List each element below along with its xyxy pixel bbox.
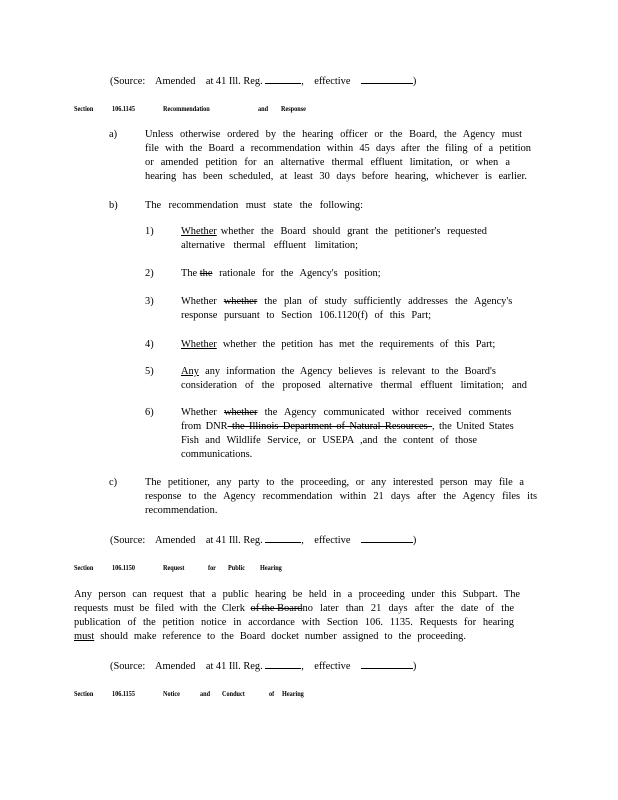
paragraph-line: The recommendation must state the following: — [145, 200, 363, 211]
paragraph-line: from DNR the Illinois Department of Natural Resources , the United States — [181, 421, 514, 432]
paragraph-line: Whether whether the petition has met the requirements of this Part; — [181, 339, 496, 350]
paragraph-line: Any any information the Agency believes is relevant to the Board's — [181, 366, 496, 377]
inserted-text: Whether — [181, 339, 217, 350]
blank-line — [361, 658, 413, 669]
deleted-text: whether — [223, 296, 258, 307]
section-heading: Section — [74, 689, 94, 698]
paragraph-line: file with the Board a recommendation within 45 days after the filing of a petition — [145, 143, 531, 154]
paragraph-line: Fish and Wildlife Service, or USEPA ,and the content of those — [181, 435, 477, 446]
section-title: and — [200, 689, 211, 698]
paragraph-line: recommendation. — [145, 505, 218, 516]
section-title: for — [208, 563, 216, 572]
paragraph-line: communications. — [181, 449, 253, 460]
blank-line — [265, 73, 301, 84]
paragraph-line: response pursuant to Section 106.1120(f) of this Part; — [181, 310, 431, 321]
item-marker: 1) — [145, 226, 154, 237]
paragraph-line: Unless otherwise ordered by the hearing officer or the Board, the Agency must — [145, 129, 522, 140]
section-heading: Section — [74, 563, 94, 572]
deleted-text: of the Board — [250, 603, 303, 614]
section-title: Response — [281, 104, 306, 113]
section-number: 106.1145 — [112, 104, 136, 113]
paragraph-line: hearing has been scheduled, at least 30 days before hearing, whichever is earlier. — [145, 171, 527, 182]
item-marker: 3) — [145, 296, 154, 307]
paragraph-line: The petitioner, any party to the proceeding, or any interested person may file a — [145, 477, 524, 488]
paragraph-line: Whether whether the Board should grant the petitioner's requested — [181, 226, 487, 237]
item-marker: 5) — [145, 366, 154, 377]
section-title: Recommendation — [163, 104, 210, 113]
paragraph-line: Any person can request that a public hearing be held in a proceeding under this Subpart. The — [74, 589, 520, 600]
deleted-text: the Illinois Department of Natural Resources — [227, 421, 433, 432]
section-title: and — [258, 104, 269, 113]
paragraph-line: publication of the petition notice in accordance with Section 106. 1135. Requests for hearing — [74, 617, 514, 628]
paragraph-line: must should make reference to the Board docket number assigned to the proceeding. — [74, 631, 466, 642]
source-note: (Source: Amended at 41 Ill. Reg. , effective ) — [110, 73, 416, 88]
paragraph-line: Whether whether the plan of study sufficiently addresses the Agency's — [181, 296, 513, 307]
source-note: (Source: Amended at 41 Ill. Reg. , effective ) — [110, 658, 416, 673]
subsection-marker: a) — [109, 129, 118, 140]
inserted-text: must — [74, 631, 95, 642]
section-number: 106.1150 — [112, 563, 136, 572]
subsection-marker: b) — [109, 200, 118, 211]
section-number: 106.1155 — [112, 689, 136, 698]
section-title: of — [269, 689, 275, 698]
section-heading: Section — [74, 104, 94, 113]
item-marker: 2) — [145, 268, 154, 279]
section-title: Conduct — [222, 689, 245, 698]
item-marker: 6) — [145, 407, 154, 418]
section-title: Public — [228, 563, 245, 572]
paragraph-line: requests must be filed with the Clerk of the Board no later than 21 days after the date of the — [74, 603, 514, 614]
blank-line — [265, 532, 301, 543]
paragraph-line: Whether whether the Agency communicated withor received comments — [181, 407, 512, 418]
section-title: Request — [163, 563, 185, 572]
inserted-text: Any — [181, 366, 199, 377]
source-note: (Source: Amended at 41 Ill. Reg. , effective ) — [110, 532, 416, 547]
subsection-marker: c) — [109, 477, 118, 488]
blank-line — [361, 73, 413, 84]
paragraph-line: alternative thermal effluent limitation; — [181, 240, 358, 251]
blank-line — [361, 532, 413, 543]
paragraph-line: or amended petition for an alternative thermal effluent limitation, or when a — [145, 157, 510, 168]
paragraph-line: consideration of the proposed alternative thermal effluent limitation; and — [181, 380, 527, 391]
item-marker: 4) — [145, 339, 154, 350]
section-title: Hearing — [282, 689, 304, 698]
paragraph-line: response to the Agency recommendation within 21 days after the Agency files its — [145, 491, 537, 502]
paragraph-line: The the rationale for the Agency's position; — [181, 268, 381, 279]
section-title: Hearing — [260, 563, 282, 572]
deleted-text: the — [199, 268, 213, 279]
deleted-text: whether — [223, 407, 258, 418]
blank-line — [265, 658, 301, 669]
section-title: Notice — [163, 689, 180, 698]
inserted-text: Whether — [181, 226, 217, 237]
